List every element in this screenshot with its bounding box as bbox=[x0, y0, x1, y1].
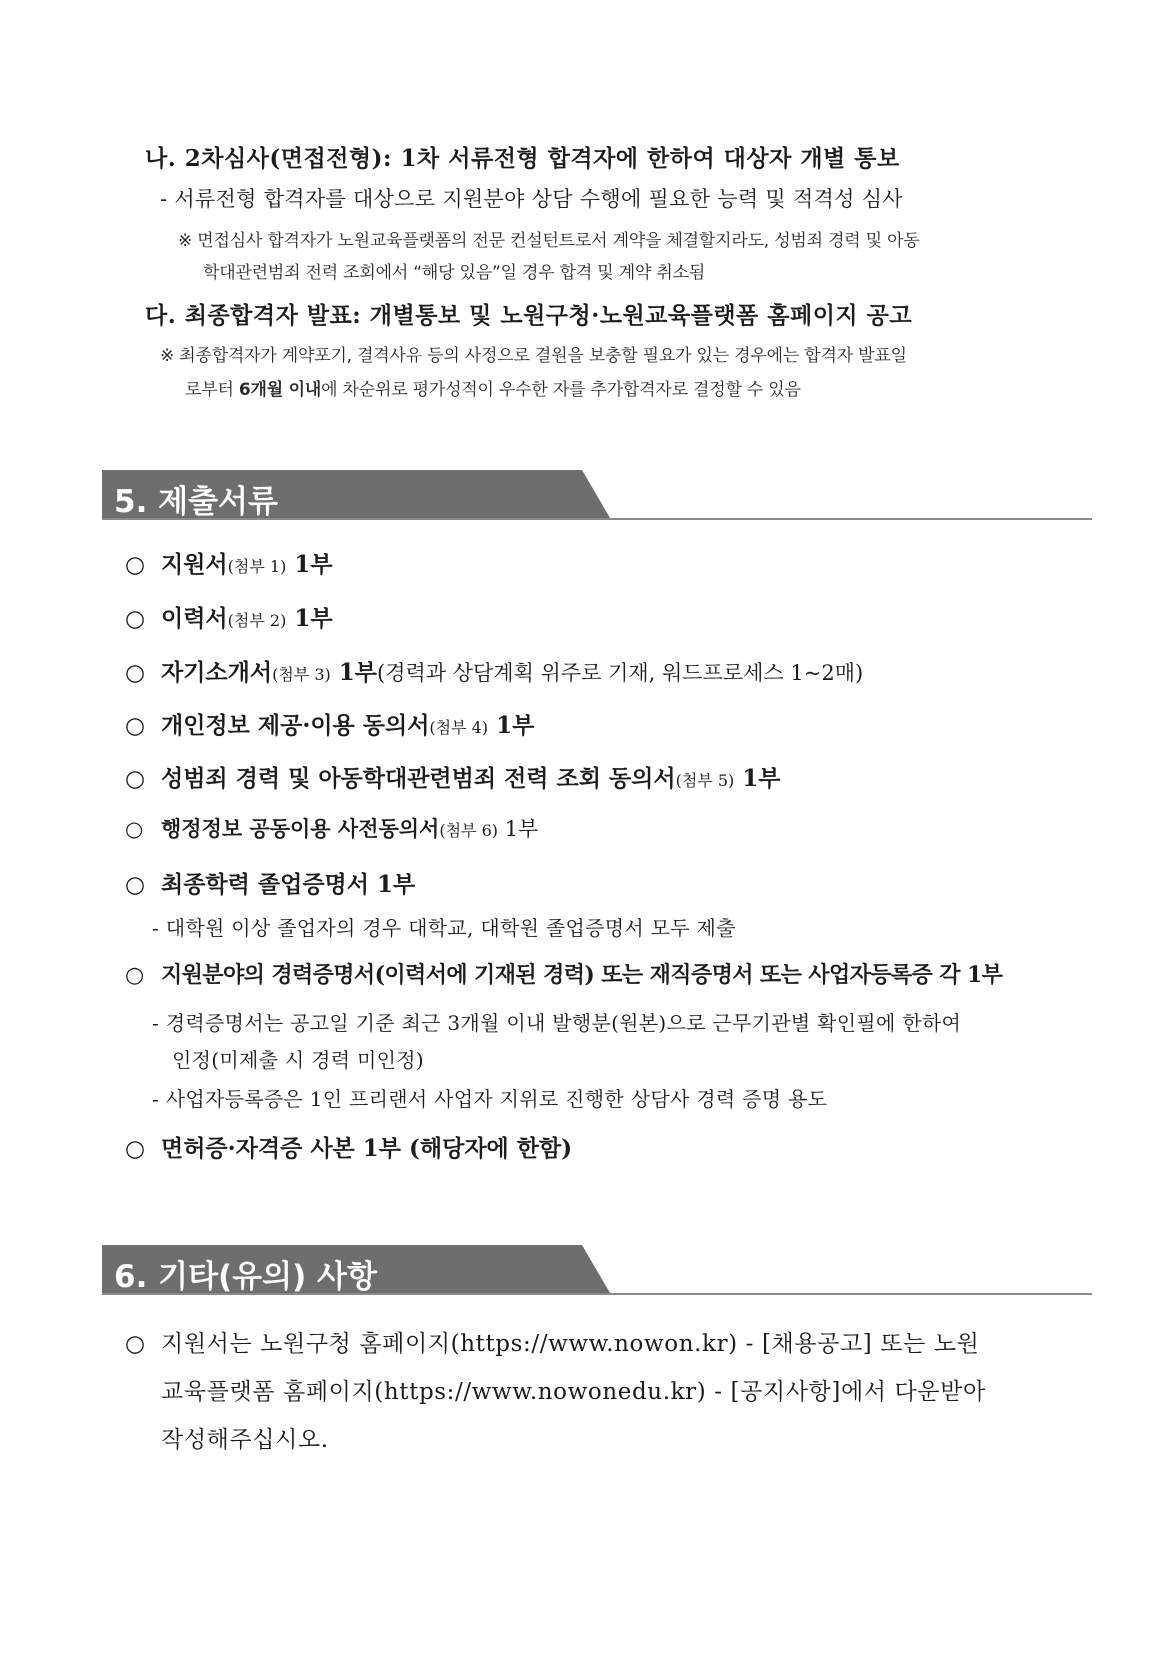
final-announcement-note-line1: ※ 최종합격자가 계약포기, 결격사유 등의 사정으로 결원을 보충할 필요가 있는 경우에는 합격자 발표일 bbox=[160, 346, 907, 366]
circle-bullet-icon: ○ bbox=[125, 1136, 146, 1162]
interview-screening-note-line1: ※ 면접심사 합격자가 노원교육플랫폼의 전문 컨설턴트로서 계약을 체결할지라도, 성범죄 경력 및 아동 bbox=[178, 231, 920, 251]
interview-screening-note-line2: 학대관련범죄 전력 조회에서 “해당 있음”일 경우 합격 및 계약 취소됨 bbox=[203, 263, 706, 283]
interview-screening-detail: - 서류전형 합격자를 대상으로 지원분야 상담 수행에 필요한 능력 및 적격성 심사 bbox=[160, 187, 903, 211]
doc-item-graduation-cert: ○ 최종학력 졸업증명서 1부 bbox=[125, 871, 416, 898]
doc-item-license-copy: ○ 면허증·자격증 사본 1부 (해당자에 한함) bbox=[125, 1135, 573, 1162]
doc-item-career-cert: ○ 지원분야의 경력증명서(이력서에 기재된 경력) 또는 재직증명서 또는 사업자등록증 각 1부 bbox=[125, 962, 1003, 988]
career-cert-note-line2: 인정(미제출 시 경력 미인정) bbox=[172, 1048, 424, 1072]
doc-item-application: ○ 지원서(첨부 1) 1부 bbox=[125, 551, 333, 578]
circle-bullet-icon: ○ bbox=[125, 817, 144, 841]
doc-item-admin-info-consent: ○ 행정정보 공동이용 사전동의서(첨부 6) 1부 bbox=[125, 816, 539, 841]
doc-item-self-intro: ○ 자기소개서(첨부 3) 1부(경력과 상담계획 위주로 기재, 워드프로세스 1~2매) bbox=[125, 659, 864, 686]
circle-bullet-icon: ○ bbox=[125, 872, 146, 898]
career-cert-note-line1: - 경력증명서는 공고일 기준 최근 3개월 이내 발행분(원본)으로 근무기관별 확인필에 한하여 bbox=[152, 1011, 962, 1035]
doc-item-resume: ○ 이력서(첨부 2) 1부 bbox=[125, 605, 333, 632]
circle-bullet-icon: ○ bbox=[125, 552, 146, 578]
business-reg-note: - 사업자등록증은 1인 프리랜서 사업자 지위로 진행한 상담사 경력 증명 용도 bbox=[152, 1087, 828, 1111]
section-6-title: 6. 기타(유의) 사항 bbox=[114, 1259, 377, 1295]
section-5-title: 5. 제출서류 bbox=[114, 484, 278, 520]
section-6-banner bbox=[102, 1237, 1092, 1307]
doc-item-crime-check-consent: ○ 성범죄 경력 및 아동학대관련범죄 전력 조회 동의서(첨부 5) 1부 bbox=[125, 765, 781, 792]
notice-paragraph-line1: ○ 지원서는 노원구청 홈페이지(https://www.nowon.kr) - [채용공고] 또는 노원 bbox=[125, 1331, 980, 1357]
doc-item-privacy-consent: ○ 개인정보 제공·이용 동의서(첨부 4) 1부 bbox=[125, 712, 535, 739]
notice-paragraph-line3: 작성해주십시오. bbox=[161, 1427, 329, 1453]
circle-bullet-icon: ○ bbox=[125, 963, 144, 988]
interview-screening-heading: 나. 2차심사(면접전형): 1차 서류전형 합격자에 한하여 대상자 개별 통보 bbox=[145, 145, 900, 172]
circle-bullet-icon: ○ bbox=[125, 766, 146, 792]
circle-bullet-icon: ○ bbox=[125, 660, 146, 686]
notice-paragraph-line2: 교육플랫폼 홈페이지(https://www.nowonedu.kr) - [공지사항]에서 다운받아 bbox=[161, 1379, 986, 1405]
final-announcement-heading: 다. 최종합격자 발표: 개별통보 및 노원구청·노원교육플랫폼 홈페이지 공고 bbox=[145, 302, 913, 329]
circle-bullet-icon: ○ bbox=[125, 1331, 146, 1357]
graduation-cert-note: - 대학원 이상 졸업자의 경우 대학교, 대학원 졸업증명서 모두 제출 bbox=[152, 916, 736, 940]
circle-bullet-icon: ○ bbox=[125, 713, 146, 739]
final-announcement-note-line2: 로부터 6개월 이내에 차순위로 평가성적이 우수한 자를 추가합격자로 결정할 수 있음 bbox=[185, 380, 801, 400]
circle-bullet-icon: ○ bbox=[125, 606, 146, 632]
section-5-banner bbox=[102, 462, 1092, 532]
